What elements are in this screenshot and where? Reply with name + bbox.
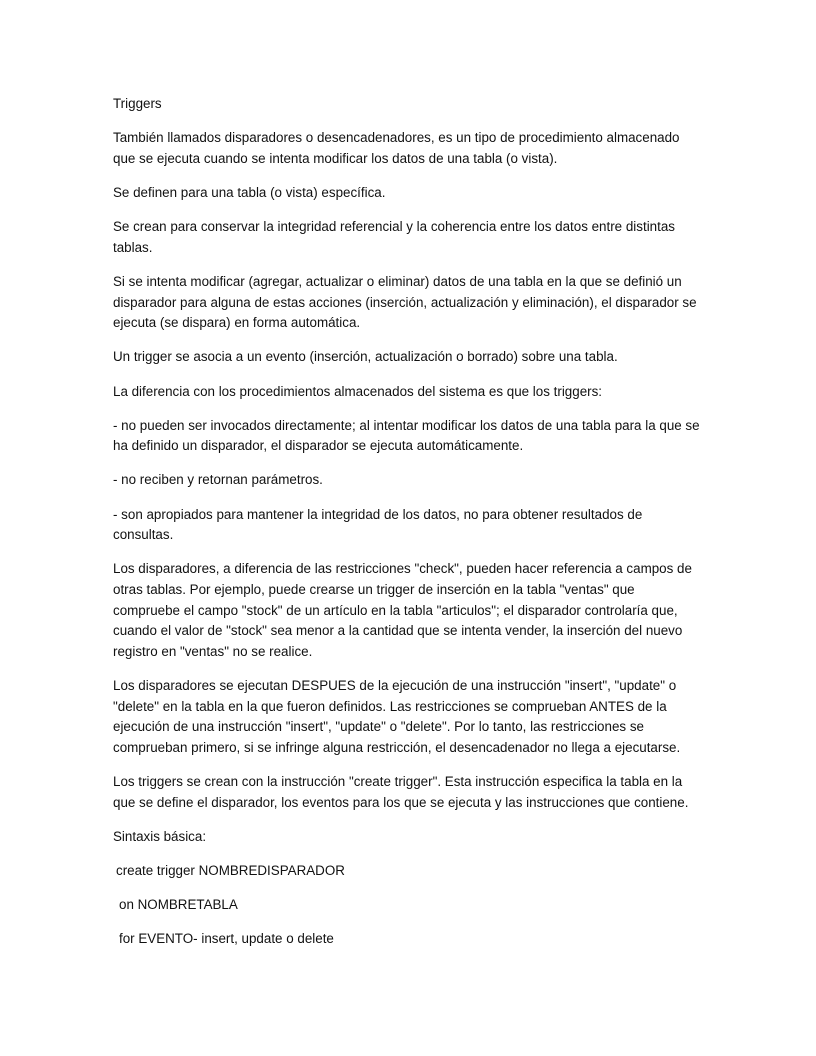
syntax-line-for: for EVENTO- insert, update o delete	[119, 931, 334, 947]
paragraph-execution-order: Los disparadores se ejecutan DESPUES de la ejecución de una instrucción "insert", "update" o "delete" en la tabla en la que fueron definidos. Las restricciones se comprueban ANTES de la ejecución de una instrucción "insert", "update" o "delete". Por lo tanto, las restricciones se comprueban primero, si se infringe alguna restricción, el desencadenador no llega a ejecutarse.	[113, 678, 681, 755]
paragraph-event: Un trigger se asocia a un evento (inserción, actualización o borrado) sobre una tabla.	[113, 349, 618, 365]
paragraph-scope: Se definen para una tabla (o vista) específica.	[113, 184, 386, 200]
document-title: Triggers	[113, 96, 162, 111]
paragraph-difference: La diferencia con los procedimientos almacenados del sistema es que los triggers:	[113, 383, 603, 399]
paragraph-automatic: Si se intenta modificar (agregar, actualizar o eliminar) datos de una tabla en la que se definió un disparador para alguna de estas acciones (inserción, actualización y eliminación), el disparador se ejecuta (se dispara) en forma automática.	[113, 273, 697, 331]
paragraph-definition: También llamados disparadores o desencadenadores, es un tipo de procedimiento almacenado que se ejecuta cuando se intenta modificar los datos de una tabla (o vista).	[113, 130, 680, 166]
list-item-integrity: - son apropiados para mantener la integridad de los datos, no para obtener resultados de consultas.	[113, 506, 643, 543]
paragraph-purpose: Se crean para conservar la integridad referencial y la coherencia entre los datos entre distintas tablas.	[113, 219, 675, 255]
paragraph-create-trigger: Los triggers se crean con la instrucción "create trigger". Esta instrucción especifica la tabla en la que se define el disparador, los eventos para los que se ejecuta y las instrucciones que contiene.	[113, 773, 689, 810]
list-item-parameters: - no reciben y retornan parámetros.	[113, 472, 323, 488]
paragraph-syntax-heading: Sintaxis básica:	[113, 828, 207, 844]
syntax-line-on: on NOMBRETABLA	[119, 897, 238, 913]
list-item-invocation: - no pueden ser invocados directamente; al intentar modificar los datos de una tabla para la que se ha definido un disparador, el disparador se ejecuta automáticamente.	[113, 417, 700, 454]
syntax-line-create: create trigger NOMBREDISPARADOR	[116, 862, 345, 878]
document-page	[113, 94, 703, 964]
paragraph-check-example: Los disparadores, a diferencia de las restricciones "check", pueden hacer referencia a campos de otras tablas. Por ejemplo, puede crearse un trigger de inserción en la tabla "ventas" que compruebe el campo "stock" de un artículo en la tabla "articulos"; el disparador controlaría que, cuando el valor de "stock" sea menor a la cantidad que se intenta vender, la inserción del nuevo registro en "ventas" no se realice.	[113, 561, 692, 659]
